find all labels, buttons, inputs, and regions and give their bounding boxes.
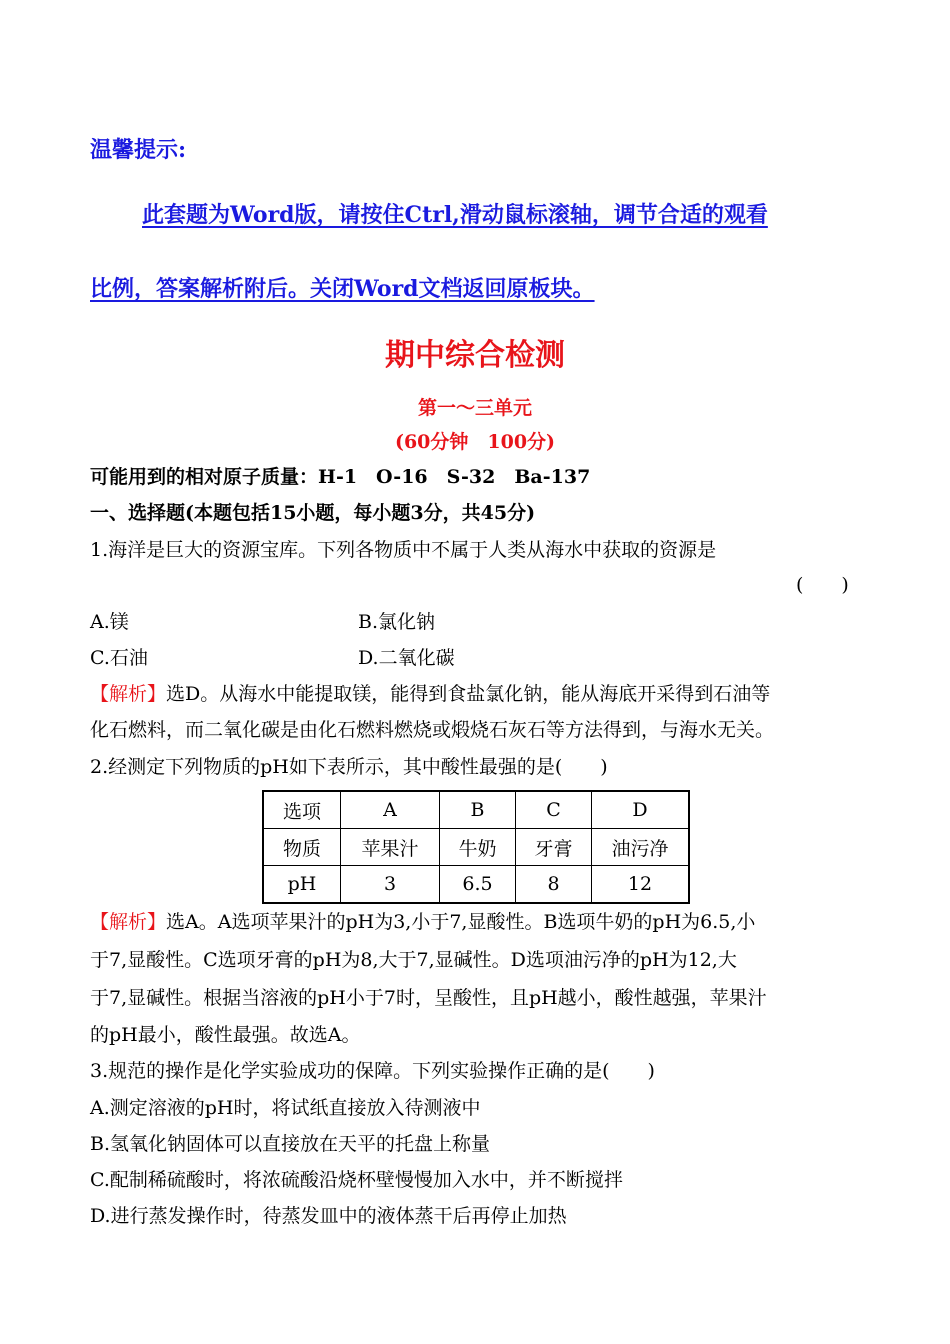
table-row	[263, 829, 689, 866]
q1-answer-paren: ( )	[796, 574, 849, 596]
table-cell: 物质	[263, 829, 341, 866]
section-1-heading: 一、选择题(本题包括15小题，每小题3分，共45分)	[90, 502, 536, 524]
q3-option-c: C.配制稀硫酸时，将浓硫酸沿烧杯壁慢慢加入水中，并不断搅拌	[90, 1169, 623, 1191]
q1-option-a: A.镁	[90, 611, 129, 633]
notice-line-1: 此套题为Word版，请按住Ctrl,滑动鼠标滚轴，调节合适的观看	[142, 202, 768, 228]
table-cell: 3	[341, 866, 440, 904]
table-cell: 选项	[263, 791, 341, 829]
q1-option-c: C.石油	[90, 647, 148, 669]
q1-option-d: D.二氧化碳	[358, 647, 455, 669]
exam-time-score: (60分钟 100分)	[394, 431, 556, 453]
table-cell: 油污净	[592, 829, 690, 866]
q2-analysis-text: 选A。A选项苹果汁的pH为3,小于7,显酸性。B选项牛奶的pH为6.5,小	[166, 911, 756, 933]
q1-option-b: B.氯化钠	[358, 611, 436, 633]
q3-stem: 3.规范的操作是化学实验成功的保障。下列实验操作正确的是( )	[90, 1060, 655, 1082]
table-cell: D	[592, 791, 690, 829]
table-cell: pH	[263, 866, 341, 904]
q2-analysis-tag: 【解析】	[90, 911, 167, 933]
q2-analysis-line-3: 于7,显碱性。根据当溶液的pH小于7时，呈酸性，且pH越小，酸性越强，苹果汁	[90, 987, 767, 1009]
table-cell: 苹果汁	[341, 829, 440, 866]
table-cell: 牙膏	[516, 829, 592, 866]
table-cell: A	[341, 791, 440, 829]
exam-units: 第一～三单元	[417, 397, 532, 419]
table-row	[263, 866, 689, 904]
table-cell: 牛奶	[440, 829, 516, 866]
q1-analysis-text: 选D。从海水中能提取镁，能得到食盐氯化钠，能从海底开采得到石油等	[166, 683, 771, 705]
table-cell: 6.5	[440, 866, 516, 904]
table-cell: 8	[516, 866, 592, 904]
table-row	[263, 791, 689, 829]
q2-analysis-line-1	[90, 907, 755, 934]
notice-title: 温馨提示:	[90, 137, 187, 163]
q3-option-b: B.氢氧化钠固体可以直接放在天平的托盘上称量	[90, 1133, 491, 1155]
exam-title: 期中综合检测	[385, 338, 565, 373]
table-cell: B	[440, 791, 516, 829]
q3-option-a: A.测定溶液的pH时，将试纸直接放入待测液中	[90, 1097, 481, 1119]
q1-stem: 1.海洋是巨大的资源宝库。下列各物质中不属于人类从海水中获取的资源是	[90, 539, 717, 561]
q2-stem: 2.经测定下列物质的pH如下表所示，其中酸性最强的是( )	[90, 756, 608, 778]
table-cell: 12	[592, 866, 690, 904]
q3-option-d: D.进行蒸发操作时，待蒸发皿中的液体蒸干后再停止加热	[90, 1205, 567, 1227]
q2-analysis-line-2: 于7,显酸性。C选项牙膏的pH为8,大于7,显碱性。D选项油污净的pH为12,大	[90, 949, 737, 971]
q1-analysis-tag: 【解析】	[90, 683, 167, 705]
atomic-mass-line: 可能用到的相对原子质量：H-1 O-16 S-32 Ba-137	[90, 466, 591, 488]
notice-line-2: 比例，答案解析附后。关闭Word文档返回原板块。	[90, 276, 595, 302]
ph-table	[262, 790, 690, 904]
q1-analysis-line-2: 化石燃料，而二氧化碳是由化石燃料燃烧或煅烧石灰石等方法得到，与海水无关。	[90, 719, 775, 741]
table-cell: C	[516, 791, 592, 829]
q1-analysis-line-1	[90, 679, 770, 706]
q2-analysis-line-4: 的pH最小，酸性最强。故选A。	[90, 1024, 361, 1046]
